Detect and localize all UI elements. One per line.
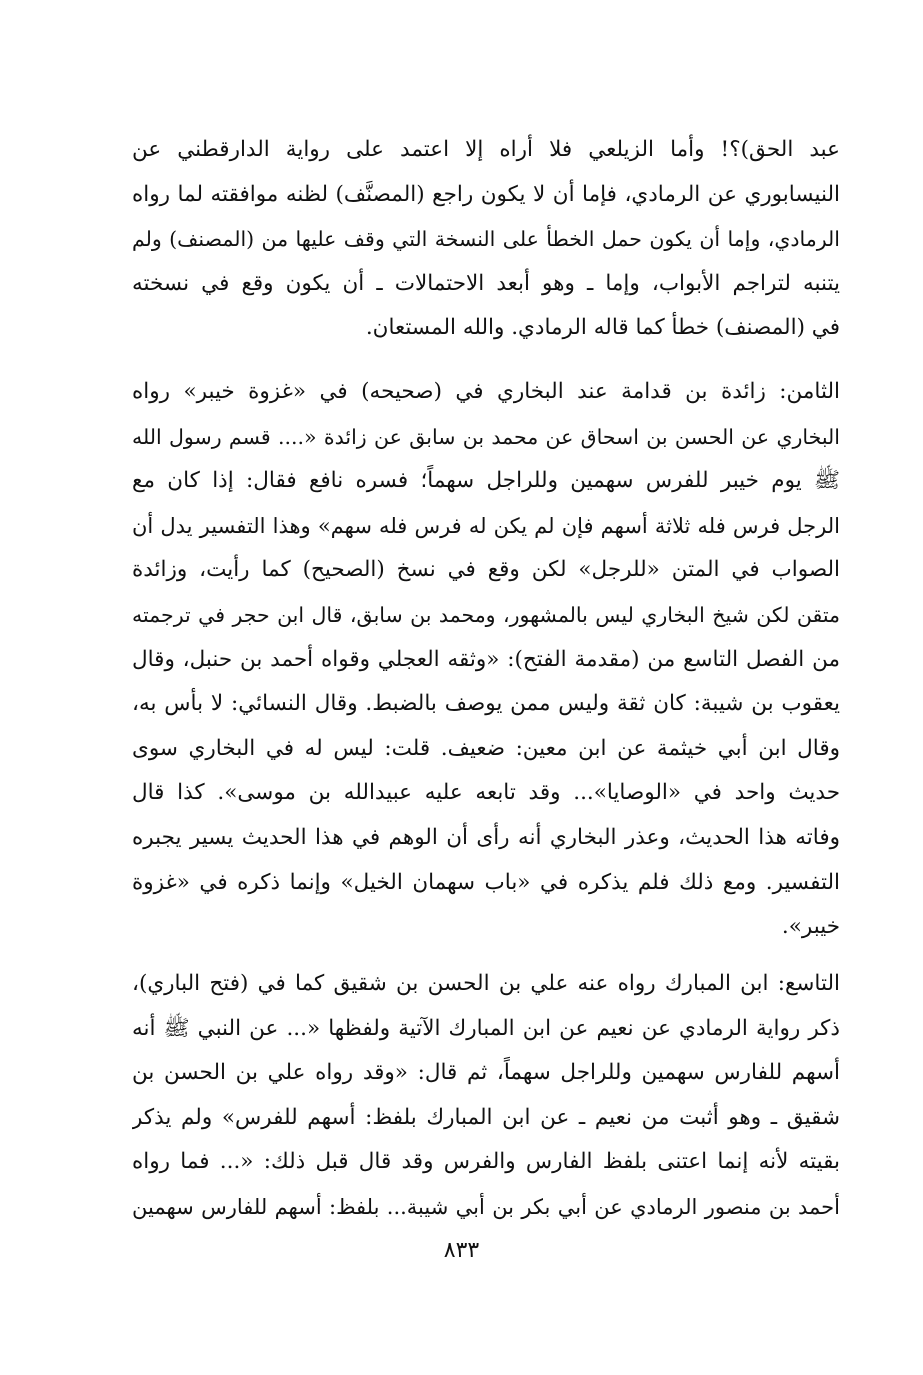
paragraph-line: أحمد بن منصور الرمادي عن أبي بكر بن أبي شيبة... بلفظ: أسهم للفارس سهمين bbox=[132, 1194, 840, 1219]
paragraph-line: خيبر». bbox=[781, 914, 840, 940]
paragraph-line: الرمادي، وإما أن يكون حمل الخطأ على النسخة التي وقف عليها من (المصنف) ولم bbox=[132, 227, 840, 252]
paragraph-line: وقال ابن أبي خيثمة عن ابن معين: ضعيف. قلت: ليس له في البخاري سوى bbox=[132, 735, 840, 761]
paragraph-line: من الفصل التاسع من (مقدمة الفتح): «وثقه العجلي وقواه أحمد بن حنبل، وقال bbox=[132, 646, 840, 672]
paragraph-1 bbox=[132, 128, 840, 351]
paragraph-line: الرجل فرس فله ثلاثة أسهم فإن لم يكن له فرس فله سهم» وهذا التفسير يدل أن bbox=[132, 513, 840, 538]
paragraph-3 bbox=[132, 962, 840, 1230]
paragraph-line: متقن لكن شيخ البخاري ليس بالمشهور، ومحمد بن سابق، قال ابن حجر في ترجمته bbox=[132, 602, 840, 627]
paragraph-line: البخاري عن الحسن بن اسحاق عن محمد بن سابق عن زائدة «.... قسم رسول الله bbox=[132, 424, 840, 449]
paragraph-line: حديث واحد في «الوصايا»... وقد تابعه عليه عبيدالله بن موسى». كذا قال bbox=[132, 780, 840, 806]
paragraph-line: أسهم للفارس سهمين وللراجل سهماً، ثم قال: «وقد رواه علي بن الحسن بن bbox=[132, 1060, 840, 1086]
paragraph-line: التفسير. ومع ذلك فلم يذكره في «باب سهمان الخيل» وإنما ذكره في «غزوة bbox=[132, 869, 840, 895]
paragraph-line: ﷺ يوم خيبر للفرس سهمين وللراجل سهماً؛ فسره نافع فقال: إذا كان مع bbox=[132, 468, 840, 494]
paragraph-line: شقيق ـ وهو أثبت من نعيم ـ عن ابن المبارك بلفظ: أسهم للفرس» ولم يذكر bbox=[132, 1104, 840, 1130]
paragraph-line: وفاته هذا الحديث، وعذر البخاري أنه رأى أن الوهم في هذا الحديث يسير يجبره bbox=[132, 824, 840, 850]
paragraph-2 bbox=[132, 370, 840, 950]
paragraph-line: ذكر رواية الرمادي عن نعيم عن ابن المبارك الآتية ولفظها «... عن النبي ﷺ أنه bbox=[132, 1015, 840, 1041]
paragraph-line: الثامن: زائدة بن قدامة عند البخاري في (صحيحه) في «غزوة خيبر» رواه bbox=[132, 379, 840, 404]
paragraph-line: عبد الحق)؟! وأما الزيلعي فلا أراه إلا اعتمد على رواية الدارقطني عن bbox=[132, 137, 840, 162]
page-number: ٨٣٣ bbox=[443, 1238, 480, 1263]
paragraph-line: التاسع: ابن المبارك رواه عنه علي بن الحسن بن شقيق كما في (فتح الباري)، bbox=[132, 971, 840, 996]
paragraph-line: بقيته لأنه إنما اعتنى بلفظ الفارس والفرس وقد قال قبل ذلك: «... فما رواه bbox=[132, 1149, 840, 1175]
paragraph-line: في (المصنف) خطأ كما قاله الرمادي. والله المستعان. bbox=[365, 315, 840, 341]
paragraph-line: الصواب في المتن «للرجل» لكن وقع في نسخ (الصحيح) كما رأيت، وزائدة bbox=[132, 557, 840, 583]
paragraph-line: يعقوب بن شيبة: كان ثقة وليس ممن يوصف بالضبط. وقال النسائي: لا بأس به، bbox=[132, 691, 840, 717]
paragraph-line: النيسابوري عن الرمادي، فإما أن لا يكون راجع (المصنَّف) لظنه موافقته لما رواه bbox=[132, 181, 840, 207]
paragraph-line: يتنبه لتراجم الأبواب، وإما ـ وهو أبعد الاحتمالات ـ أن يكون وقع في نسخته bbox=[132, 270, 840, 296]
